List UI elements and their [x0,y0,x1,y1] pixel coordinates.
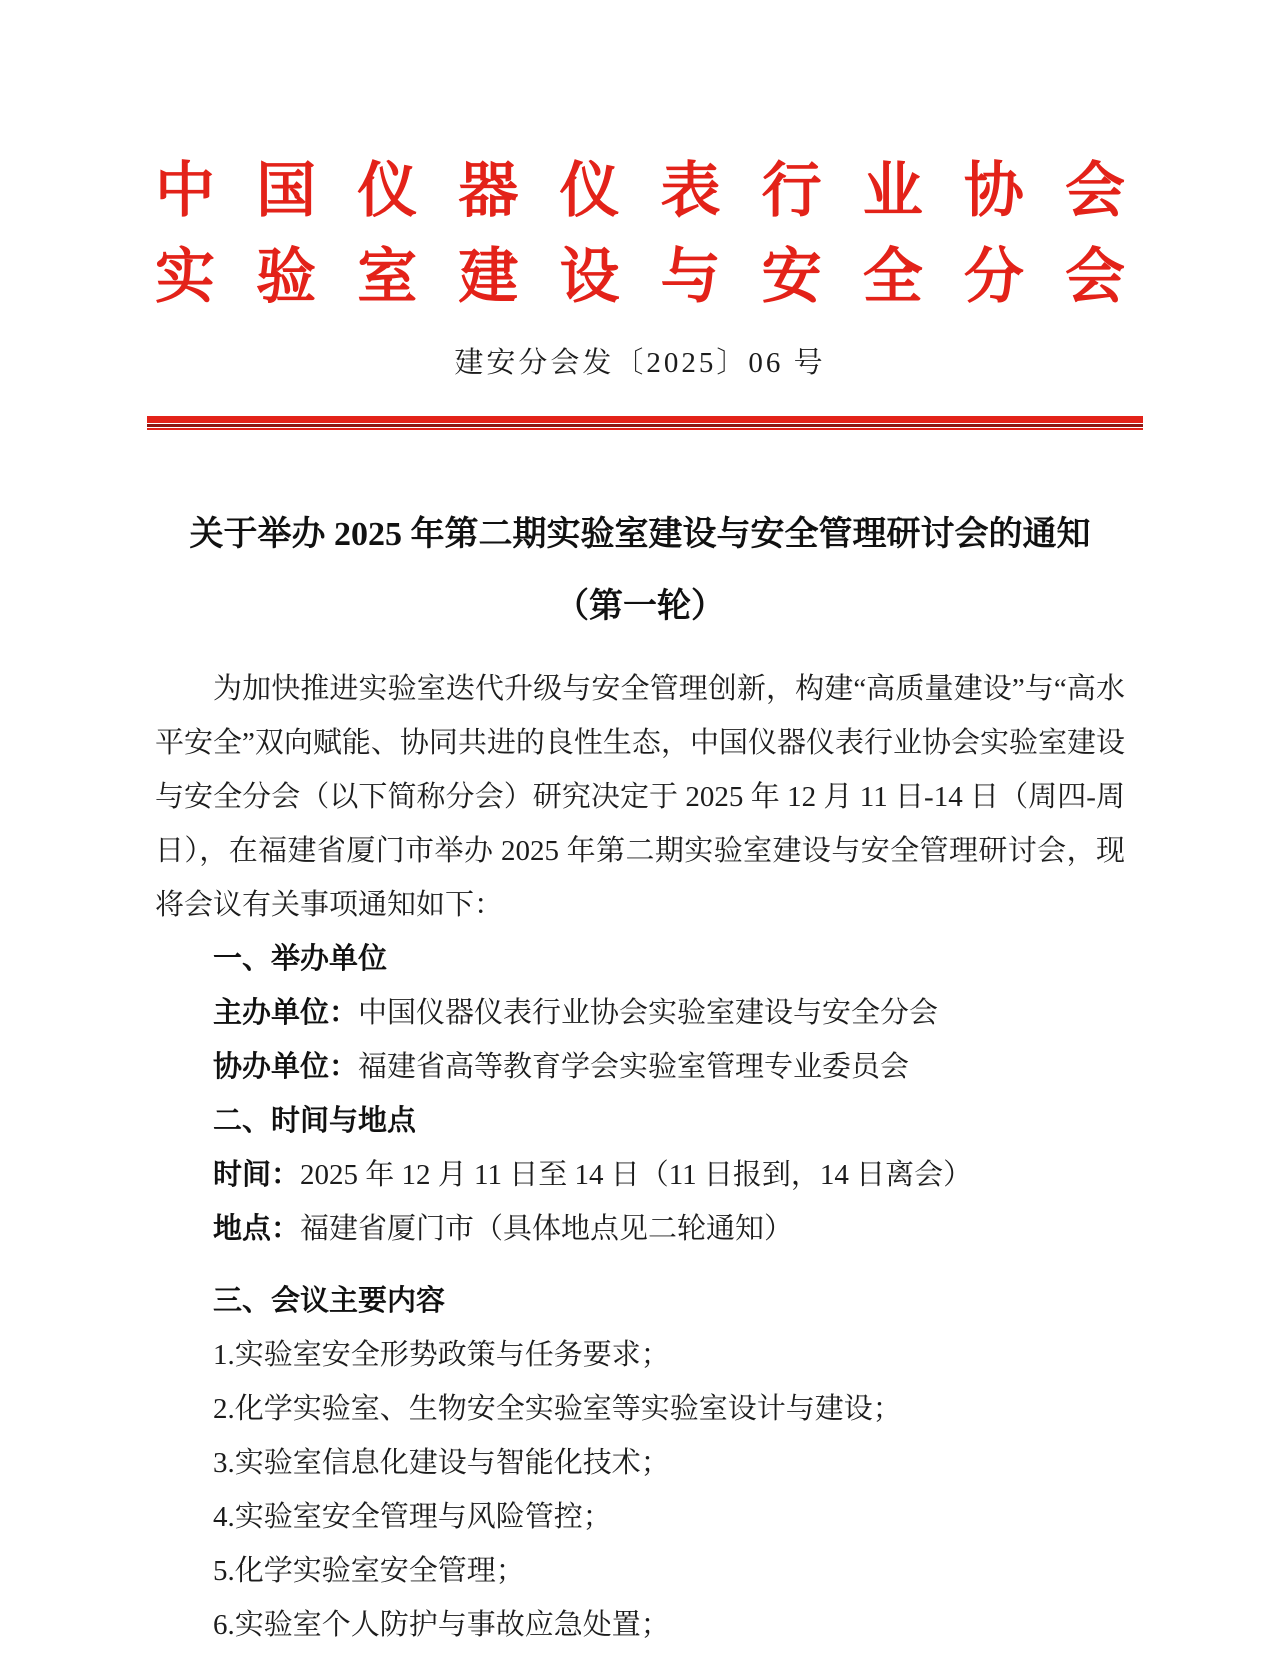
entry-label-time: 时间： [213,1159,301,1191]
entry-co-organizer [155,1040,1125,1094]
document-number: 建安分会发〔2025〕06 号 [454,347,826,379]
notice-body [155,662,1125,1652]
entry-time [155,1148,1125,1202]
entry-value-place: 福建省厦门市（具体地点见二轮通知） [300,1213,794,1245]
organization-name-line-1: 中 国 仪 器 仪 表 行 业 协 会 [155,157,1125,224]
entry-value-time: 2025 年 12 月 11 日至 14 日（11 日报到，14 日离会） [300,1159,973,1191]
red-divider-thick-line [147,416,1143,423]
entry-label-host: 主办单位： [213,997,359,1029]
section-heading-time-place: 二、时间与地点 [213,1105,417,1137]
red-divider-thin-line [147,428,1143,430]
agenda-item-1: 1.实验室安全形势政策与任务要求； [213,1339,670,1371]
entry-label-place: 地点： [213,1213,301,1245]
agenda-item-5: 5.化学实验室安全管理； [213,1555,525,1587]
red-divider-rule [147,416,1143,430]
entry-label-co-organizer: 协办单位： [213,1051,359,1083]
section-agenda [155,1274,1125,1652]
entry-value-host: 中国仪器仪表行业协会实验室建设与安全分会 [358,997,939,1029]
section-organizers [155,932,1125,1094]
notice-subtitle: （第一轮） [555,588,725,625]
agenda-item-3: 3.实验室信息化建设与智能化技术； [213,1447,670,1479]
agenda-item-4: 4.实验室安全管理与风险管控； [213,1501,612,1533]
agenda-item-2: 2.化学实验室、生物安全实验室等实验室设计与建设； [213,1393,902,1425]
notice-title: 关于举办 2025 年第二期实验室建设与安全管理研讨会的通知 [189,516,1091,553]
entry-host-unit [155,986,1125,1040]
organization-name-line-2: 实 验 室 建 设 与 安 全 分 会 [155,243,1125,310]
intro-paragraph: 为加快推进实验室迭代升级与安全管理创新，构建“高质量建设”与“高水平安全”双向赋能、协同共进的良性生态，中国仪器仪表行业协会实验室建设与安全分会（以下简称分会）研究决定于 2025 年 12 月 11 日-14 日（周四-周日），在福建省厦门市举办 2025 年第二期实验室建设与安全管理研讨会，现将会议有关事项通知如下： [155,673,1125,921]
agenda-item-6: 6.实验室个人防护与事故应急处置； [213,1609,670,1641]
entry-place [155,1202,1125,1256]
document-page [155,0,1125,1652]
section-heading-organizers: 一、举办单位 [213,943,388,975]
section-time-place [155,1094,1125,1256]
entry-value-co-organizer: 福建省高等教育学会实验室管理专业委员会 [358,1051,910,1083]
organization-header [155,158,1125,310]
section-heading-agenda: 三、会议主要内容 [213,1285,446,1317]
